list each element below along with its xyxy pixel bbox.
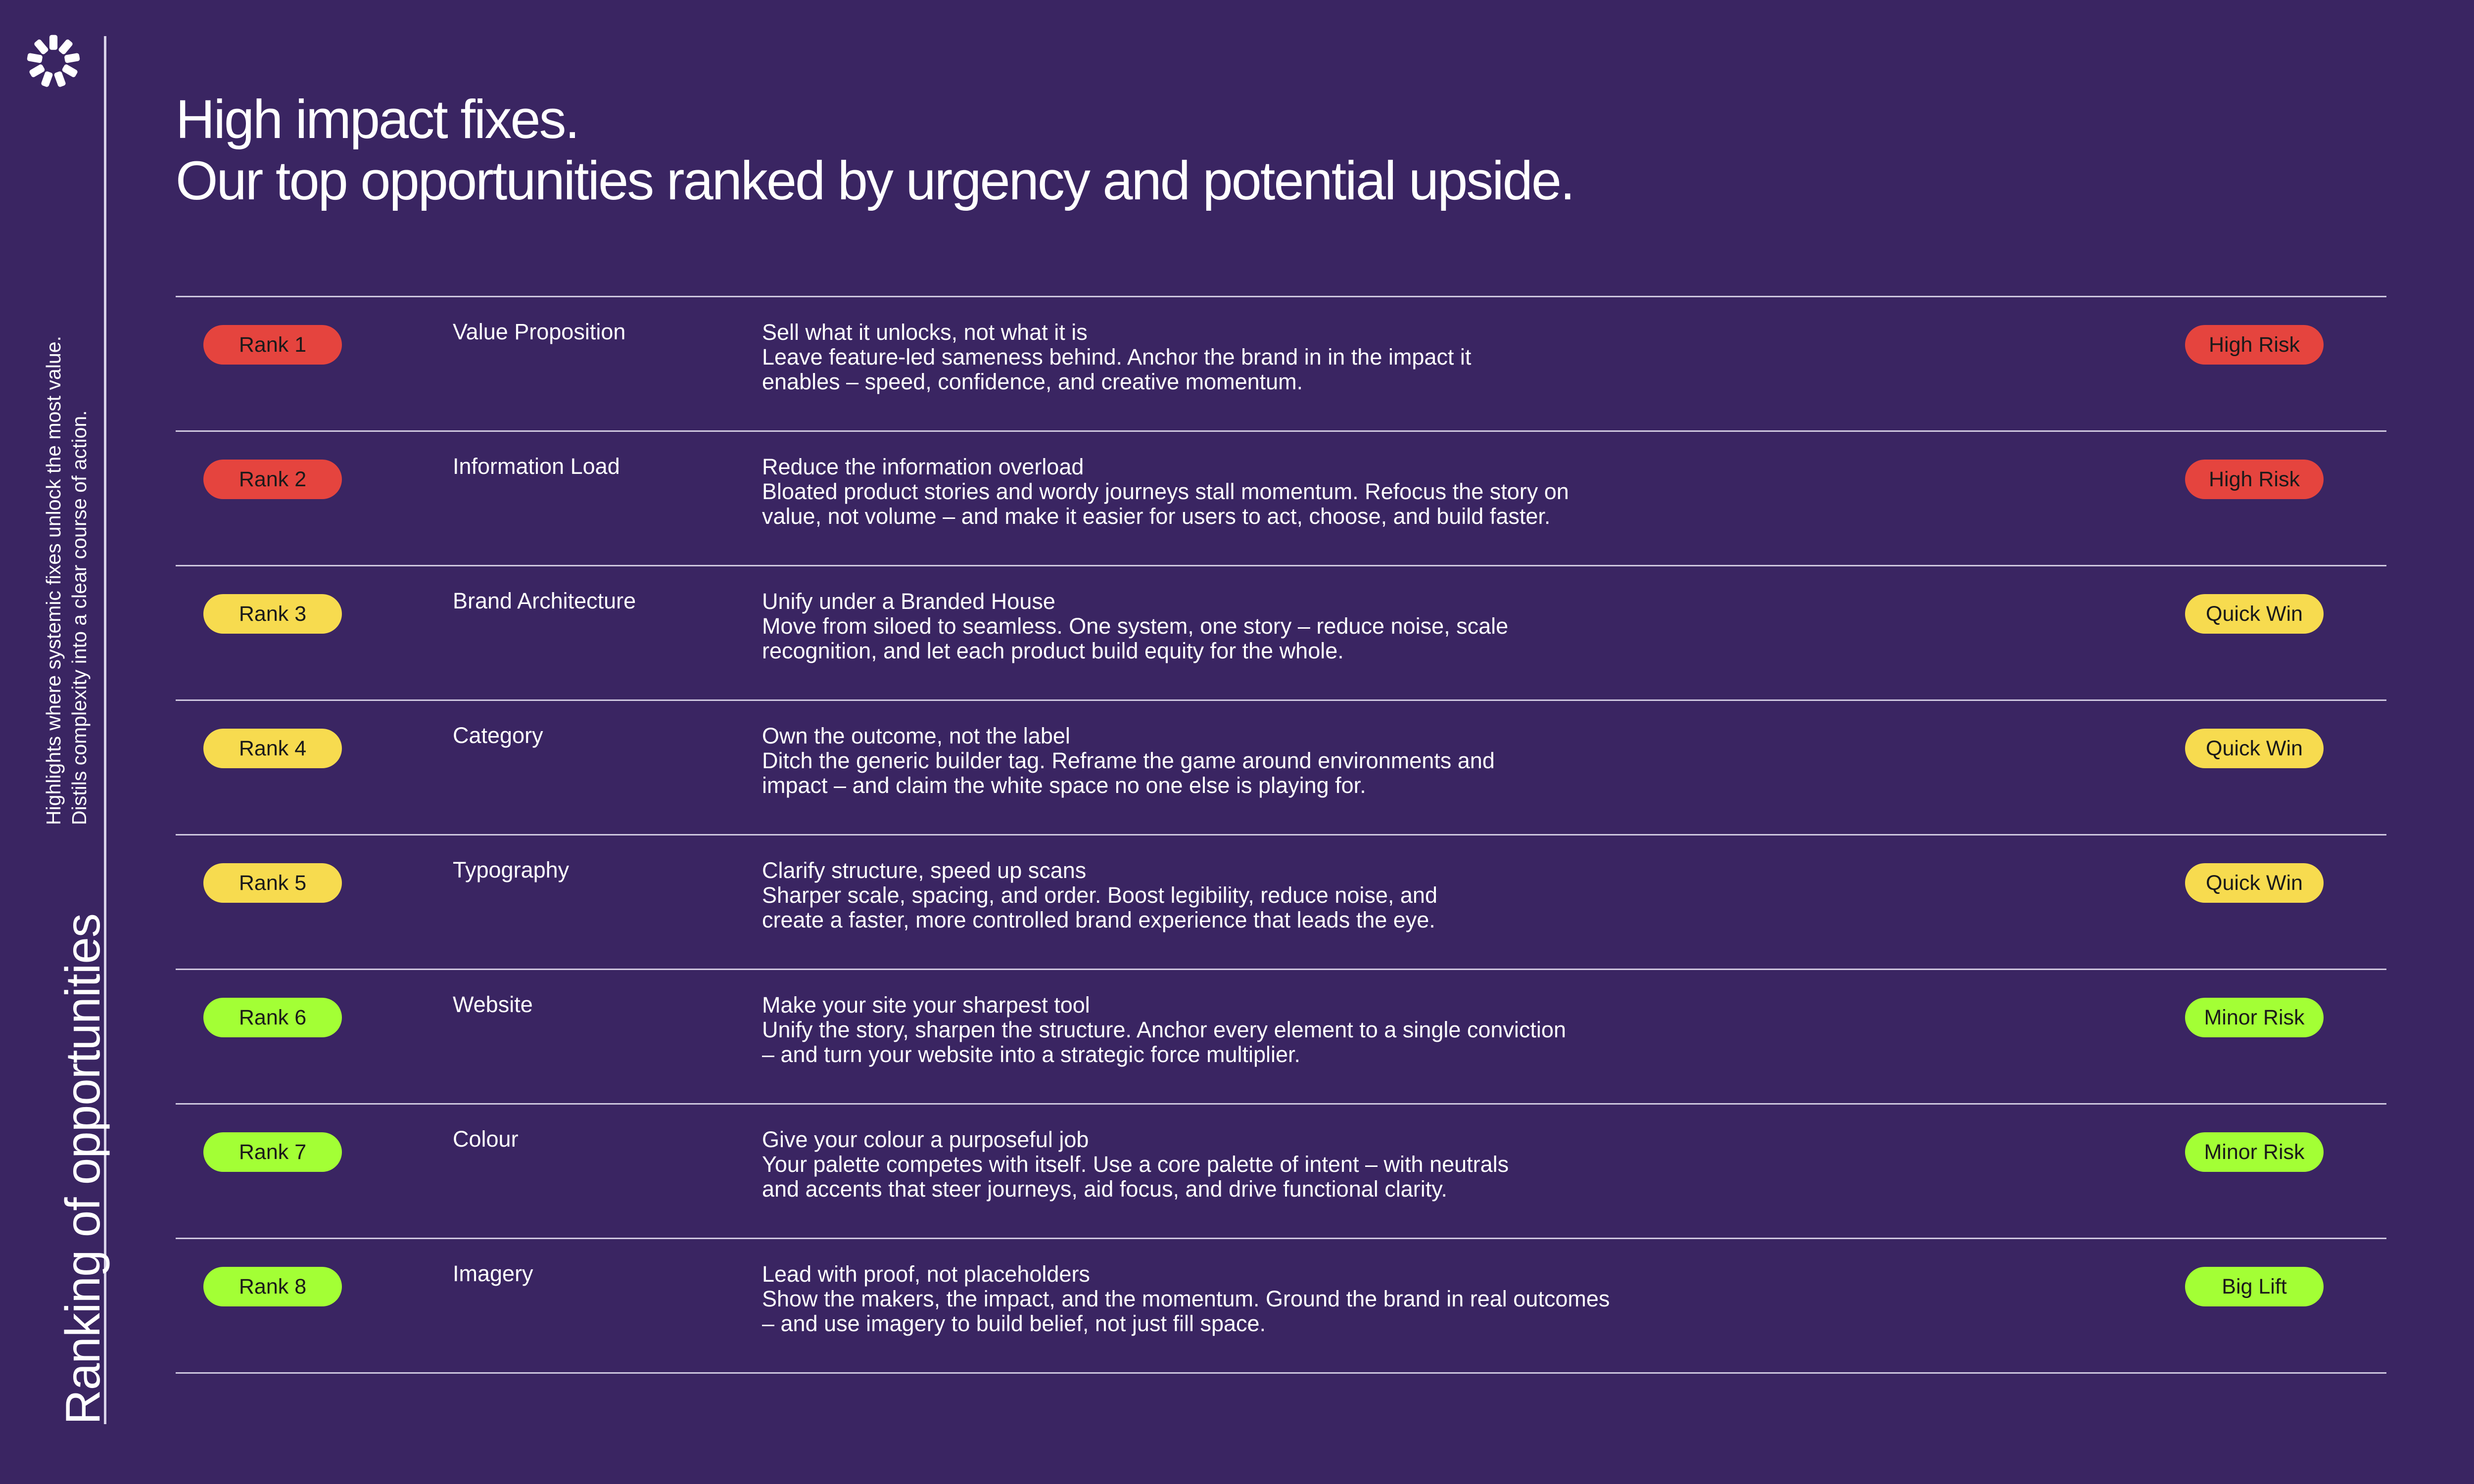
status-badge: High Risk	[2185, 325, 2324, 365]
description-headline: Clarify structure, speed up scans	[762, 858, 1087, 883]
description-headline: Make your site your sharpest tool	[762, 992, 1090, 1018]
rank-badge: Rank 2	[203, 460, 342, 499]
table-row	[176, 432, 2386, 566]
status-badge: Minor Risk	[2185, 1132, 2324, 1172]
rank-badge: Rank 8	[203, 1267, 342, 1306]
status-badge: High Risk	[2185, 460, 2324, 499]
category-label: Website	[453, 992, 533, 1017]
category-label: Brand Architecture	[453, 588, 636, 613]
category-label: Category	[453, 723, 543, 748]
page-title: High impact fixes.	[176, 89, 579, 150]
category-label: Imagery	[453, 1261, 533, 1286]
description-line: recognition, and let each product build equity for the whole.	[762, 638, 1344, 663]
table-row	[176, 701, 2386, 835]
sidebar-subtitle	[41, 336, 92, 825]
table-row	[176, 1105, 2386, 1239]
status-badge: Big Lift	[2185, 1267, 2324, 1306]
status-badge: Quick Win	[2185, 863, 2324, 903]
description-line: enables – speed, confidence, and creative momentum.	[762, 369, 1303, 394]
description	[762, 320, 1471, 394]
description-line: – and use imagery to build belief, not just fill space.	[762, 1311, 1266, 1336]
description-headline: Give your colour a purposeful job	[762, 1127, 1089, 1152]
description-line: Move from siloed to seamless. One system, one story – reduce noise, scale	[762, 613, 1509, 639]
category-label: Value Proposition	[453, 319, 626, 344]
description	[762, 455, 1569, 529]
page-heading	[176, 89, 1574, 212]
category-label: Typography	[453, 857, 570, 882]
status-badge: Quick Win	[2185, 729, 2324, 768]
sidebar-title: Ranking of opportunities	[55, 914, 110, 1425]
rank-badge: Rank 7	[203, 1132, 342, 1172]
description-headline: Sell what it unlocks, not what it is	[762, 320, 1088, 345]
description-line: – and turn your website into a strategic force multiplier.	[762, 1042, 1301, 1067]
rank-badge: Rank 3	[203, 594, 342, 634]
description-line: Unify the story, sharpen the structure. Anchor every element to a single conviction	[762, 1017, 1566, 1042]
description	[762, 589, 1508, 663]
description	[762, 1262, 1610, 1336]
description-headline: Reduce the information overload	[762, 454, 1084, 479]
description-line: Show the makers, the impact, and the momentum. Ground the brand in real outcomes	[762, 1286, 1610, 1311]
brand-logo-icon	[25, 33, 82, 90]
description-line: Sharper scale, spacing, and order. Boost legibility, reduce noise, and	[762, 882, 1437, 908]
description	[762, 993, 1566, 1067]
sidebar-subtitle-line: Distils complexity into a clear course of action.	[68, 410, 91, 825]
table-row	[176, 1239, 2386, 1374]
description	[762, 724, 1495, 798]
description-line: Leave feature-led sameness behind. Anchor the brand in in the impact it	[762, 344, 1472, 370]
table-row	[176, 566, 2386, 701]
description-line: create a faster, more controlled brand experience that leads the eye.	[762, 907, 1435, 932]
page-subtitle: Our top opportunities ranked by urgency and potential upside.	[176, 150, 1574, 211]
rank-badge: Rank 1	[203, 325, 342, 365]
status-badge: Minor Risk	[2185, 998, 2324, 1037]
rank-badge: Rank 5	[203, 863, 342, 903]
opportunities-table	[176, 296, 2386, 1374]
description-line: Your palette competes with itself. Use a core palette of intent – with neutrals	[762, 1152, 1509, 1177]
description-line: impact – and claim the white space no one else is playing for.	[762, 773, 1366, 798]
description-line: value, not volume – and make it easier for users to act, choose, and build faster.	[762, 504, 1551, 529]
description	[762, 1127, 1509, 1202]
rank-badge: Rank 6	[203, 998, 342, 1037]
sidebar-subtitle-line: Highlights where systemic fixes unlock the most value.	[42, 336, 65, 825]
category-label: Colour	[453, 1126, 519, 1152]
table-row	[176, 835, 2386, 970]
description-headline: Own the outcome, not the label	[762, 723, 1070, 748]
description-headline: Lead with proof, not placeholders	[762, 1261, 1090, 1287]
table-row	[176, 970, 2386, 1105]
description-line: Ditch the generic builder tag. Reframe the game around environments and	[762, 748, 1495, 773]
rank-badge: Rank 4	[203, 729, 342, 768]
description-line: Bloated product stories and wordy journeys stall momentum. Refocus the story on	[762, 479, 1569, 504]
description-line: and accents that steer journeys, aid focus, and drive functional clarity.	[762, 1176, 1447, 1202]
table-row	[176, 297, 2386, 432]
description	[762, 858, 1437, 932]
category-label: Information Load	[453, 454, 620, 479]
status-badge: Quick Win	[2185, 594, 2324, 634]
description-headline: Unify under a Branded House	[762, 589, 1055, 614]
